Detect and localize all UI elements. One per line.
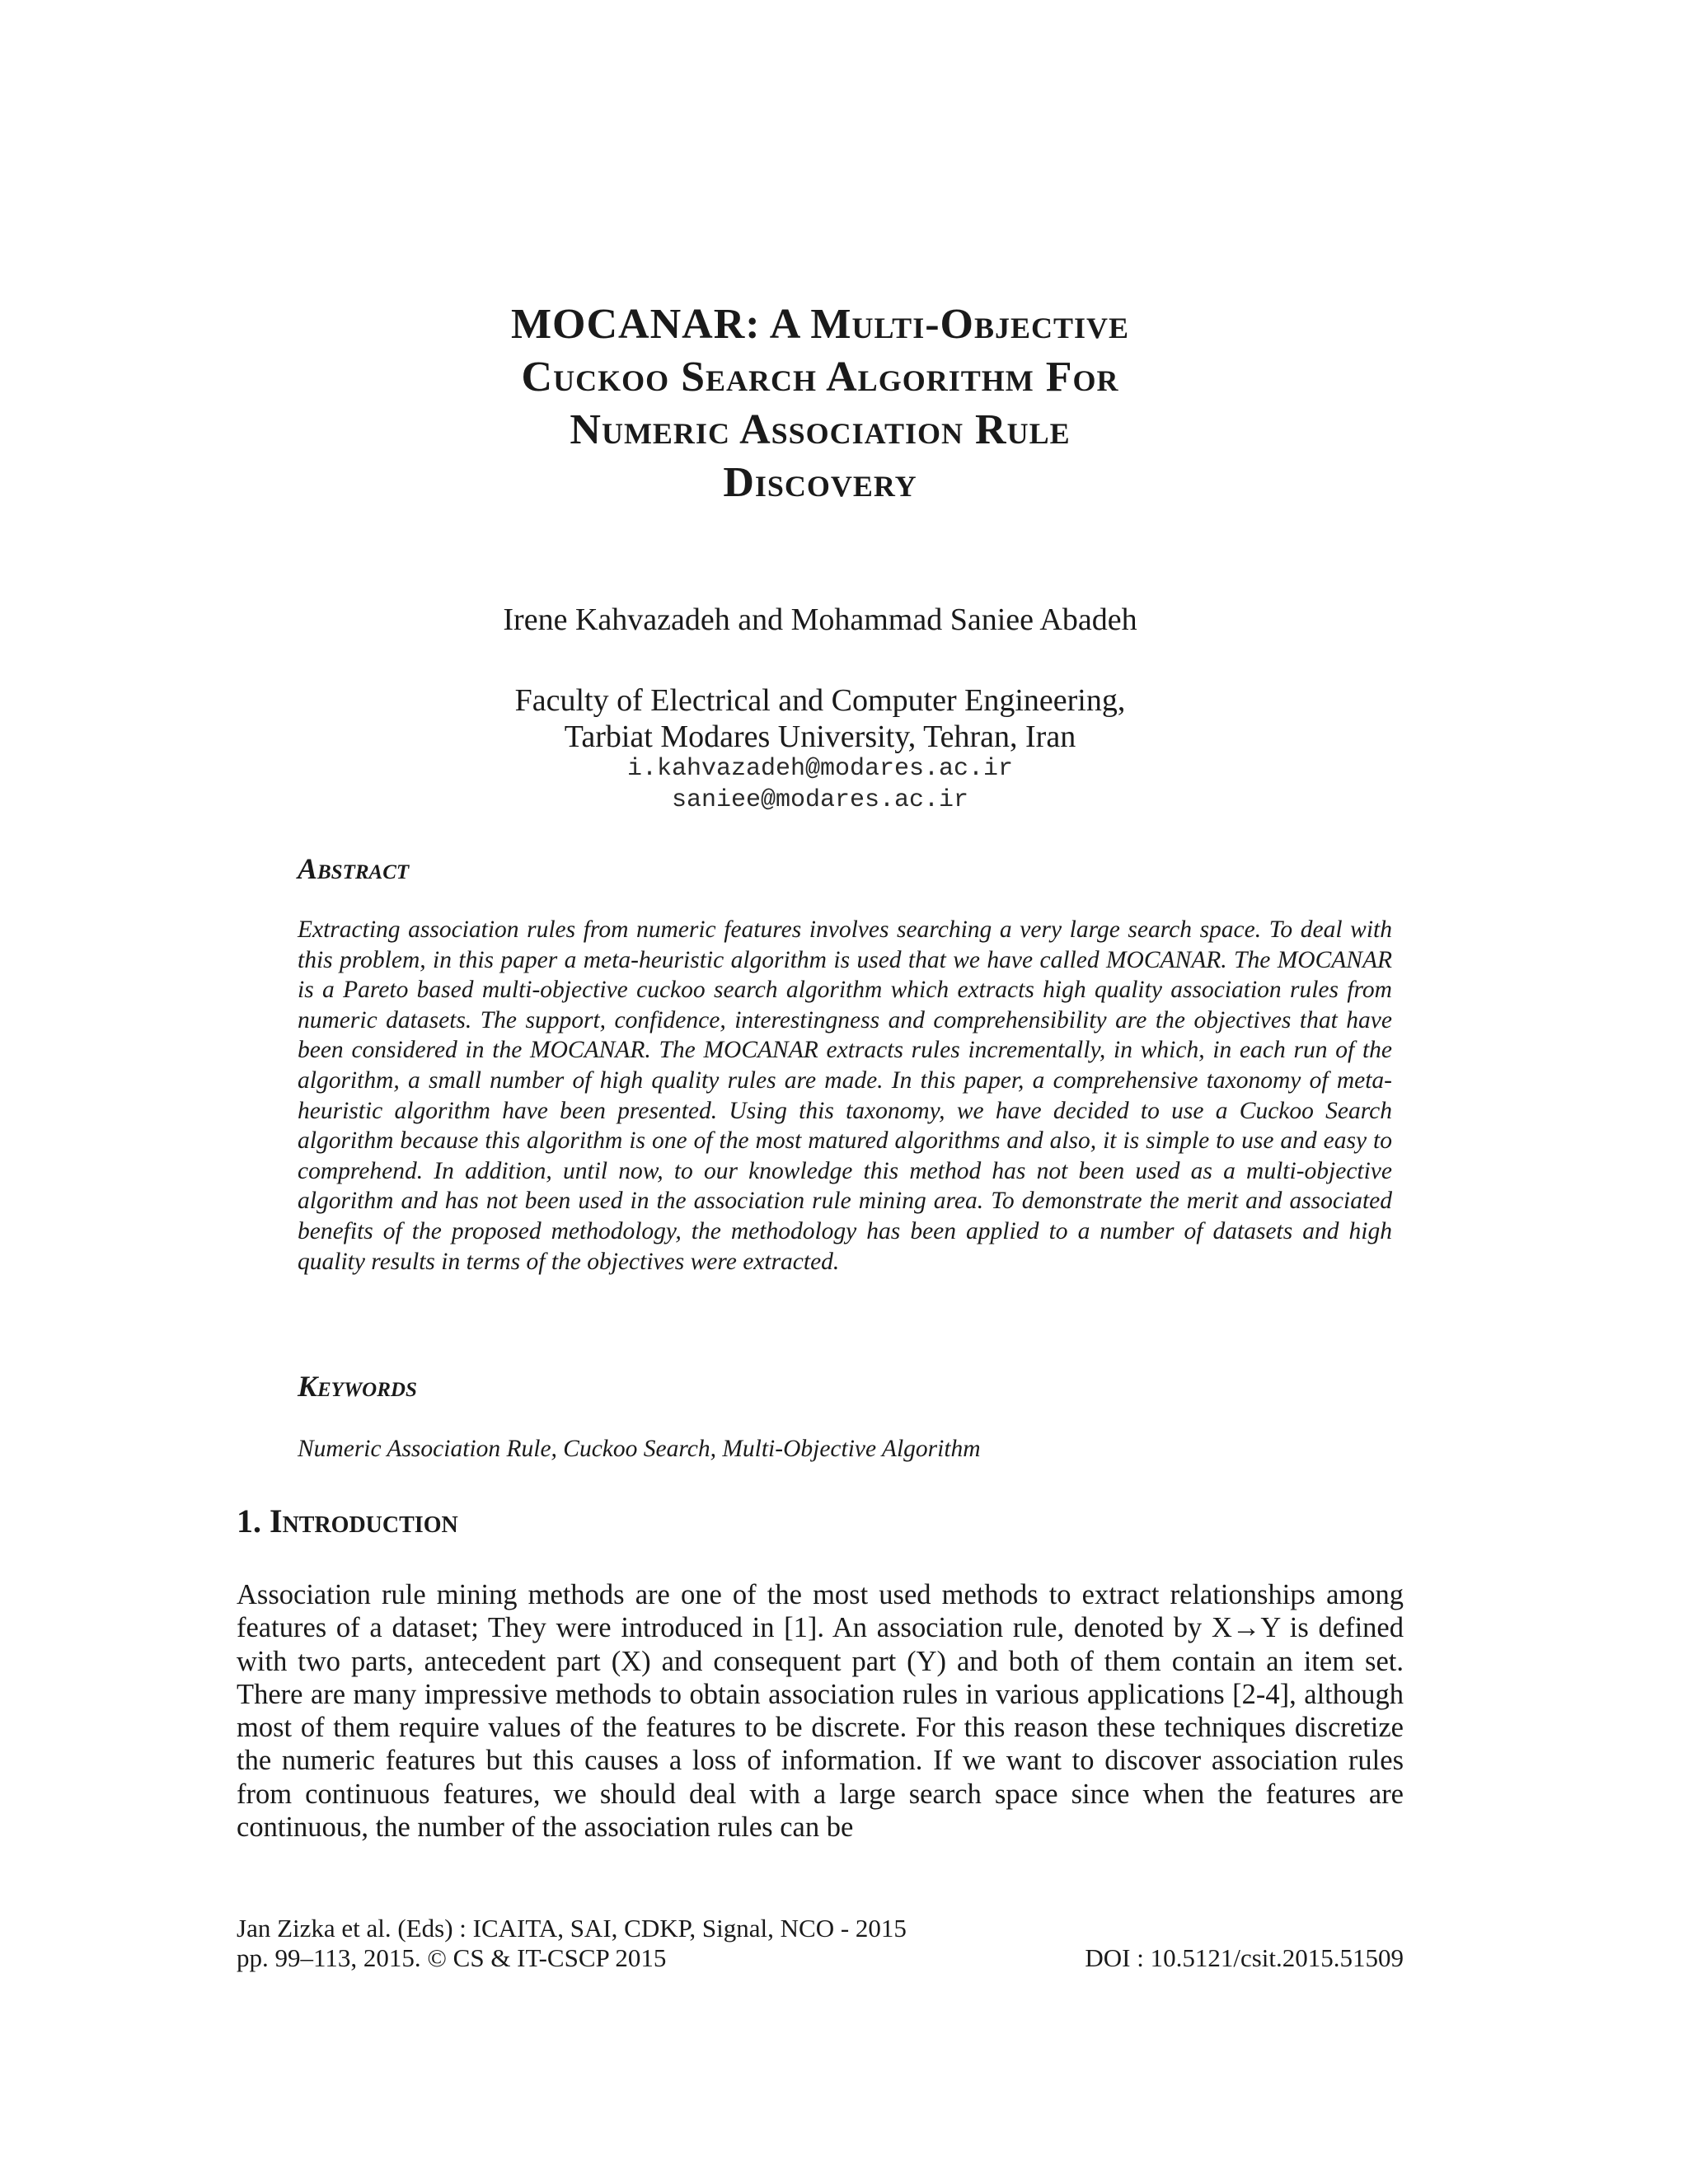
email-2: saniee@modares.ac.ir [671, 786, 969, 814]
title-line-4: Discovery [723, 459, 917, 506]
title-line-3: Numeric Association Rule [570, 406, 1071, 453]
affiliation [272, 682, 1368, 755]
affiliation-line-1: Faculty of Electrical and Computer Engineering, [514, 683, 1126, 718]
author-list: Irene Kahvazadeh and Mohammad Saniee Abadeh [503, 602, 1137, 637]
introduction-heading: 1. Introduction [237, 1502, 458, 1540]
affiliation-line-2: Tarbiat Modares University, Tehran, Iran [564, 719, 1076, 754]
title-line-1: MOCANAR: A Multi-Objective [510, 301, 1130, 348]
footer-proceedings: Jan Zizka et al. (Eds) : ICAITA, SAI, CDKP, Signal, NCO - 2015 [237, 1914, 907, 1943]
keywords-text: Numeric Association Rule, Cuckoo Search, Multi-Objective Algorithm [298, 1436, 981, 1462]
email-1: i.kahvazadeh@modares.ac.ir [626, 755, 1014, 783]
abstract-heading: Abstract [298, 852, 410, 885]
introduction-text: Association rule mining methods are one of the most used methods to extract relationships among features of a dataset; They were introduced in [1]. An association rule, denoted by X→Y is defined with two parts, antecedent part (X) and consequent part (Y) and both of them contain an item set. There are many impressive methods to obtain association rules in various applications [2-4], although most of them require values of the features to be discrete. For this reason these techniques discretize the numeric features but this causes a loss of information. If we want to discover association rules from continuous features, we should deal with a large search space since when the features are continuous, the number of the association rules can be [237, 1579, 1404, 1844]
author-emails [272, 753, 1368, 816]
footer-doi: DOI : 10.5121/csit.2015.51509 [1085, 1943, 1404, 1972]
keywords-heading: Keywords [298, 1370, 417, 1403]
footer-row [237, 1943, 1404, 1973]
paper-title [272, 298, 1368, 509]
title-line-2: Cuckoo Search Algorithm For [521, 354, 1119, 401]
footer-pages-copyright: pp. 99–113, 2015. © CS & IT-CSCP 2015 [237, 1943, 667, 1972]
page-footer [237, 1914, 1404, 1973]
abstract-text: Extracting association rules from numeric features involves searching a very large search space. To deal with this problem, in this paper a meta-heuristic algorithm is used that we have called MOCANAR. The MOCANAR is a Pareto based multi-objective cuckoo search algorithm which extracts high quality association rules from numeric datasets. The support, confidence, interestingness and comprehensibility are the objectives that have been considered in the MOCANAR. The MOCANAR extracts rules incrementally, in which, in each run of the algorithm, a small number of high quality rules are made. In this paper, a comprehensive taxonomy of meta-heuristic algorithm have been presented. Using this taxonomy, we have decided to use a Cuckoo Search algorithm because this algorithm is one of the most matured algorithms and also, it is simple to use and easy to comprehend. In addition, until now, to our knowledge this method has not been used as a multi-objective algorithm and has not been used in the association rule mining area. To demonstrate the merit and associated benefits of the proposed methodology, the methodology has been applied to a number of datasets and high quality results in terms of the objectives were extracted. [298, 916, 1392, 1275]
